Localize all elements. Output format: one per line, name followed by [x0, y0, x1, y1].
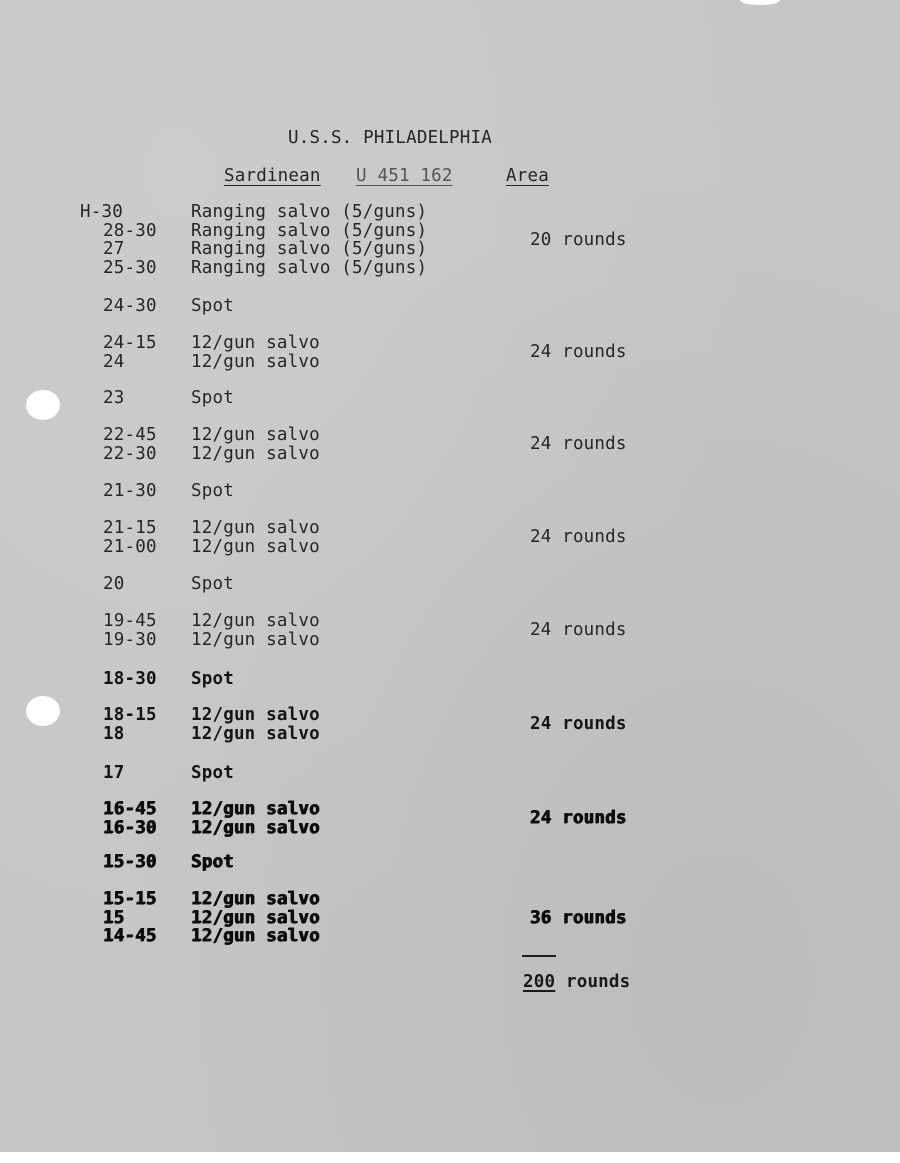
total-number: 200	[523, 972, 556, 992]
schedule-row	[0, 259, 900, 278]
total-unit: rounds	[565, 972, 631, 992]
fire-action: Ranging salvo (5/guns)	[191, 239, 428, 259]
rounds-count: 24 rounds	[530, 527, 627, 548]
time-entry: 19-30	[103, 629, 157, 650]
schedule-row	[0, 575, 900, 594]
fire-action: 12/gun salvo	[191, 723, 320, 744]
area-label: Area	[506, 166, 549, 186]
fire-action: 12/gun salvo	[191, 889, 320, 909]
fire-action: Ranging salvo (5/guns)	[191, 220, 428, 241]
schedule-row	[0, 297, 900, 316]
fire-action: 12/gun salvo	[191, 443, 320, 464]
time-entry: 15	[103, 907, 125, 928]
fire-action: 12/gun salvo	[191, 536, 320, 557]
rounds-count: 24 rounds	[530, 434, 627, 455]
fire-action: Spot	[191, 574, 234, 594]
time-entry: 28-30	[103, 220, 157, 241]
schedule-row	[0, 482, 900, 501]
fire-action: 12/gun salvo	[191, 705, 320, 725]
fire-action: 12/gun salvo	[191, 351, 320, 372]
time-entry: 27	[103, 239, 125, 259]
time-entry: 21-30	[103, 481, 157, 501]
schedule-row	[0, 426, 900, 445]
schedule-row	[0, 631, 900, 650]
time-entry: 22-45	[103, 425, 157, 445]
schedule-group	[0, 706, 900, 743]
time-entry: 25-30	[103, 257, 157, 278]
time-entry: 18-30	[103, 669, 157, 689]
schedule-row	[0, 222, 900, 241]
schedule-group	[0, 389, 900, 408]
fire-action: Spot	[191, 669, 234, 689]
fire-action: Ranging salvo (5/guns)	[191, 202, 428, 222]
fire-action: 12/gun salvo	[191, 817, 320, 838]
fire-action: 12/gun salvo	[191, 926, 320, 946]
fire-action: Spot	[191, 296, 234, 316]
time-entry: 21-00	[103, 536, 157, 557]
schedule-group	[0, 800, 900, 837]
fire-action: Spot	[191, 388, 234, 408]
schedule-row	[0, 353, 900, 372]
fire-action: 12/gun salvo	[191, 629, 320, 650]
schedule-row	[0, 909, 900, 928]
time-entry: 18-15	[103, 705, 157, 725]
time-entry: 24	[103, 351, 125, 372]
time-entry: 15-15	[103, 889, 157, 909]
schedule-group	[0, 575, 900, 594]
document-title: U.S.S. PHILADELPHIA	[288, 128, 492, 148]
torn-corner	[740, 0, 780, 5]
fire-action: 12/gun salvo	[191, 333, 320, 353]
time-entry: 19-45	[103, 611, 157, 631]
rounds-count: 24 rounds	[530, 808, 627, 829]
fire-action: 12/gun salvo	[191, 425, 320, 445]
fire-action: 12/gun salvo	[191, 518, 320, 538]
schedule-row	[0, 800, 900, 819]
time-entry: 23	[103, 388, 125, 408]
time-entry: 22-30	[103, 443, 157, 464]
schedule-row	[0, 764, 900, 783]
schedule-row	[0, 519, 900, 538]
schedule-group	[0, 519, 900, 556]
time-entry: 15-30	[103, 852, 157, 872]
time-entry: 17	[103, 763, 125, 783]
schedule-row	[0, 819, 900, 838]
schedule-group	[0, 203, 900, 277]
schedule-group	[0, 764, 900, 783]
fire-action: 12/gun salvo	[191, 799, 320, 819]
schedule-row	[0, 706, 900, 725]
time-entry: 24-15	[103, 333, 157, 353]
schedule-group	[0, 890, 900, 946]
fire-action: Spot	[191, 481, 234, 501]
schedule-row	[0, 445, 900, 464]
time-entry: 21-15	[103, 518, 157, 538]
rounds-count: 24 rounds	[530, 620, 627, 641]
fire-action: Ranging salvo (5/guns)	[191, 257, 428, 278]
rounds-count: 24 rounds	[530, 714, 627, 735]
schedule-row	[0, 612, 900, 631]
rounds-count: 36 rounds	[530, 907, 627, 928]
rounds-count: 20 rounds	[530, 229, 627, 250]
total-rounds	[523, 973, 630, 992]
grid-reference: U 451 162	[356, 166, 453, 186]
time-entry: 24-30	[103, 296, 157, 316]
schedule-row	[0, 240, 900, 259]
schedule-row	[0, 203, 900, 222]
fire-action: 12/gun salvo	[191, 907, 320, 928]
area-name: Sardinean	[224, 166, 321, 186]
schedule-group	[0, 482, 900, 501]
time-entry: H-30	[80, 202, 123, 222]
schedule-row	[0, 538, 900, 557]
schedule-group	[0, 334, 900, 371]
schedule-row	[0, 670, 900, 689]
schedule-row	[0, 334, 900, 353]
sum-rule	[522, 955, 556, 957]
time-entry: 14-45	[103, 926, 157, 946]
fire-action: 12/gun salvo	[191, 611, 320, 631]
time-entry: 20	[103, 574, 125, 594]
fire-action: Spot	[191, 852, 234, 872]
schedule-group	[0, 297, 900, 316]
schedule-row	[0, 725, 900, 744]
rounds-count: 24 rounds	[530, 342, 627, 363]
schedule-row	[0, 927, 900, 946]
schedule-group	[0, 670, 900, 689]
schedule-row	[0, 389, 900, 408]
fire-action: Spot	[191, 763, 234, 783]
schedule-group	[0, 612, 900, 649]
schedule-row	[0, 853, 900, 872]
time-entry: 16-45	[103, 799, 157, 819]
schedule-row	[0, 890, 900, 909]
time-entry: 18	[103, 723, 125, 744]
schedule-group	[0, 426, 900, 463]
schedule-group	[0, 853, 900, 872]
time-entry: 16-30	[103, 817, 157, 838]
